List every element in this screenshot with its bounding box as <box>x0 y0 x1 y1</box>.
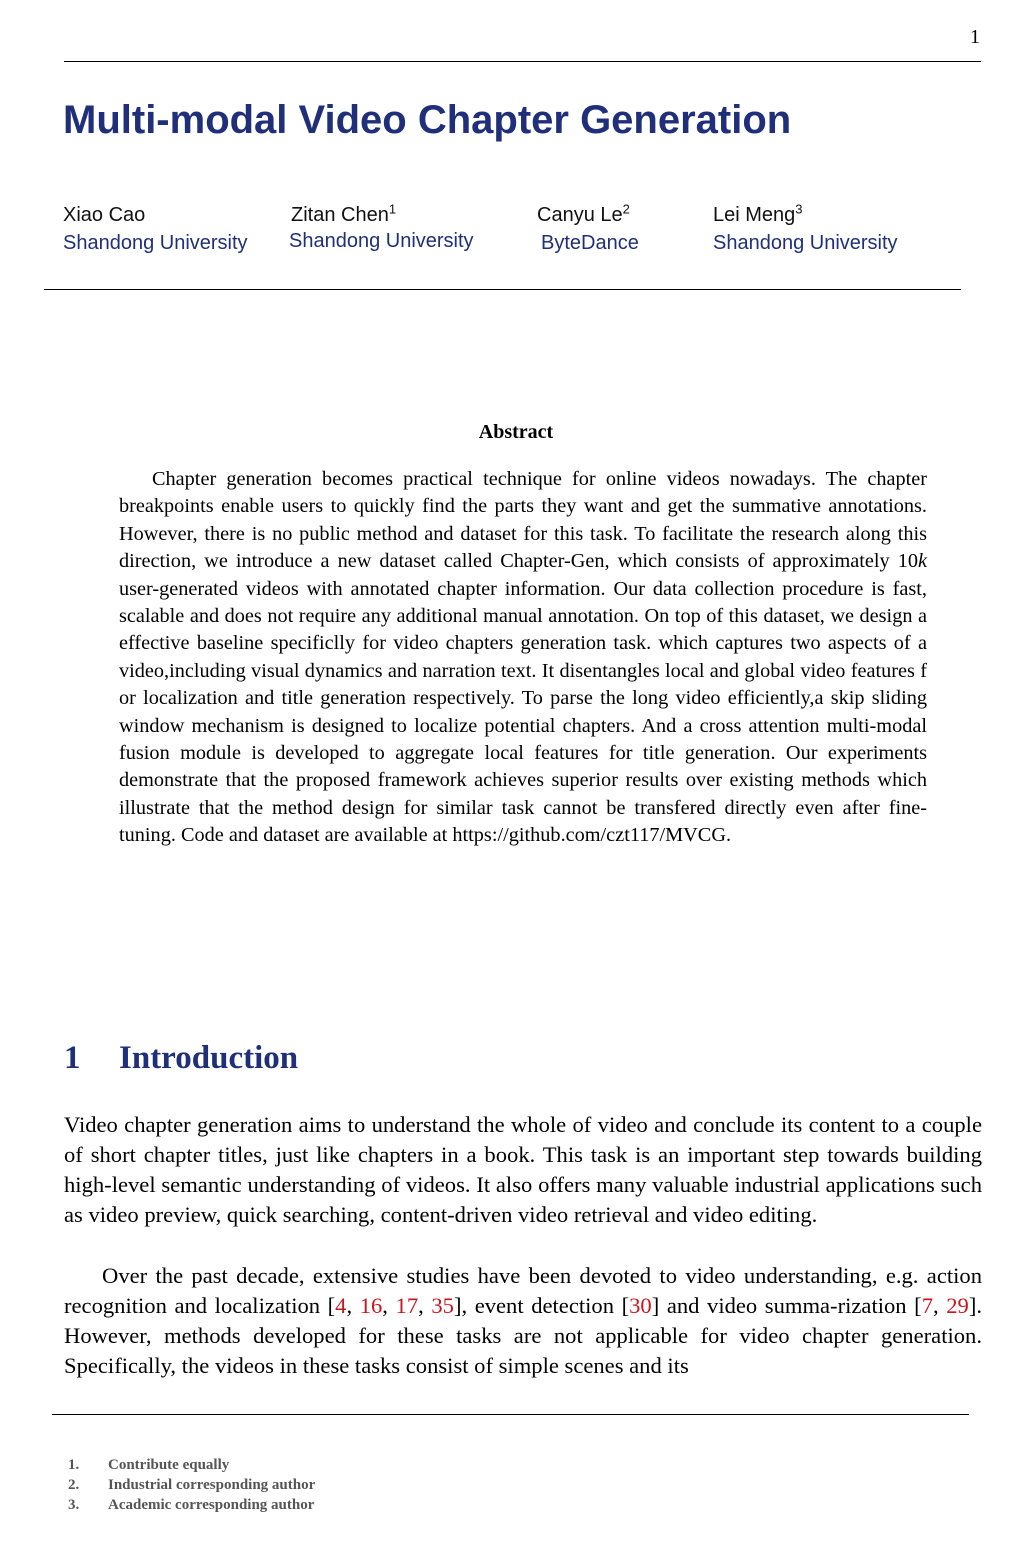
footnote-rule <box>52 1414 969 1415</box>
paper-title: Multi-modal Video Chapter Generation <box>63 98 792 142</box>
footnote: 1. Contribute equally <box>68 1457 230 1473</box>
footnote: 3. Academic corresponding author <box>68 1497 315 1513</box>
author-affiliation: Shandong University <box>713 232 898 254</box>
section-heading <box>64 1040 298 1077</box>
author-name: Canyu Le$^2$ <box>537 201 630 226</box>
citation-link[interactable]: 4 <box>335 1293 347 1318</box>
author-affiliation: ByteDance <box>541 232 639 254</box>
author-block <box>63 202 248 256</box>
section-number: 1 <box>64 1040 81 1076</box>
citation-link[interactable]: 30 <box>629 1293 652 1318</box>
footnotes <box>68 1455 315 1515</box>
page-number: 1 <box>970 26 980 48</box>
citation-link[interactable]: 17 <box>395 1293 419 1318</box>
intro-paragraph: Over the past decade, extensive studies have been devoted to video understanding, e.g. action recognition and localization [4, 16, 17, 35], event detection [30] and video summa-rization [7, 29]. However, methods developed for these tasks are not applicable for video chapter generation. Specifically, the videos in these tasks consist of simple scenes and its <box>64 1263 983 1378</box>
author-affiliation: Shandong University <box>289 230 474 252</box>
authors-rule <box>44 289 961 290</box>
citation-link[interactable]: 35 <box>431 1293 454 1318</box>
abstract-heading: Abstract <box>478 421 554 443</box>
section-title: Introduction <box>119 1040 299 1076</box>
author-block <box>291 202 474 254</box>
citation-link[interactable]: 7 <box>921 1293 933 1318</box>
citation-link[interactable]: 29 <box>946 1293 969 1318</box>
header-rule <box>64 61 981 62</box>
intro-paragraph: Video chapter generation aims to understand the whole of video and conclude its content to a couple of short chapter titles, just like chapters in a book. This task is an important step towards building high-level semantic understanding of videos. It also offers many valuable industrial applications such as video preview, quick searching, content-driven video retrieval and video editing. <box>64 1112 982 1227</box>
author-name: Zitan Chen$^1$ <box>291 201 397 226</box>
author-name: Lei Meng$^3$ <box>713 201 803 226</box>
author-block <box>537 202 639 256</box>
citation-link[interactable]: 16 <box>359 1293 383 1318</box>
abstract-body: Chapter generation becomes practical technique for online videos nowadays. The chapter breakpoints enable users to quickly find the parts they want and get the summative annotations. However, there is no public method and dataset for this task. To facilitate the research along this direction, we introduce a new dataset called Chapter-Gen, which consists of approximately 10k user-generated videos with annotated chapter information. Our data collection procedure is fast, scalable and does not require any additional manual annotation. On top of this dataset, we design a effective baseline specificlly for video chapters generation task. which captures two aspects of a video,including visual dynamics and narration text. It disentangles local and global video features f or localization and title generation respectively. To parse the long video efficiently,a skip sliding window mechanism is designed to localize potential chapters. And a cross attention multi-modal fusion module is developed to aggregate local features for title generation. Our experiments demonstrate that the proposed framework achieves superior results over existing methods which illustrate that the method design for similar task cannot be transfered directly even after fine-tuning. Code and dataset are available at https://github.com/czt117/MVCG. <box>119 468 927 847</box>
author-affiliation: Shandong University <box>63 232 248 254</box>
author-block <box>713 202 898 256</box>
footnote: 2. Industrial corresponding author <box>68 1477 316 1493</box>
author-name: Xiao Cao <box>63 204 146 226</box>
